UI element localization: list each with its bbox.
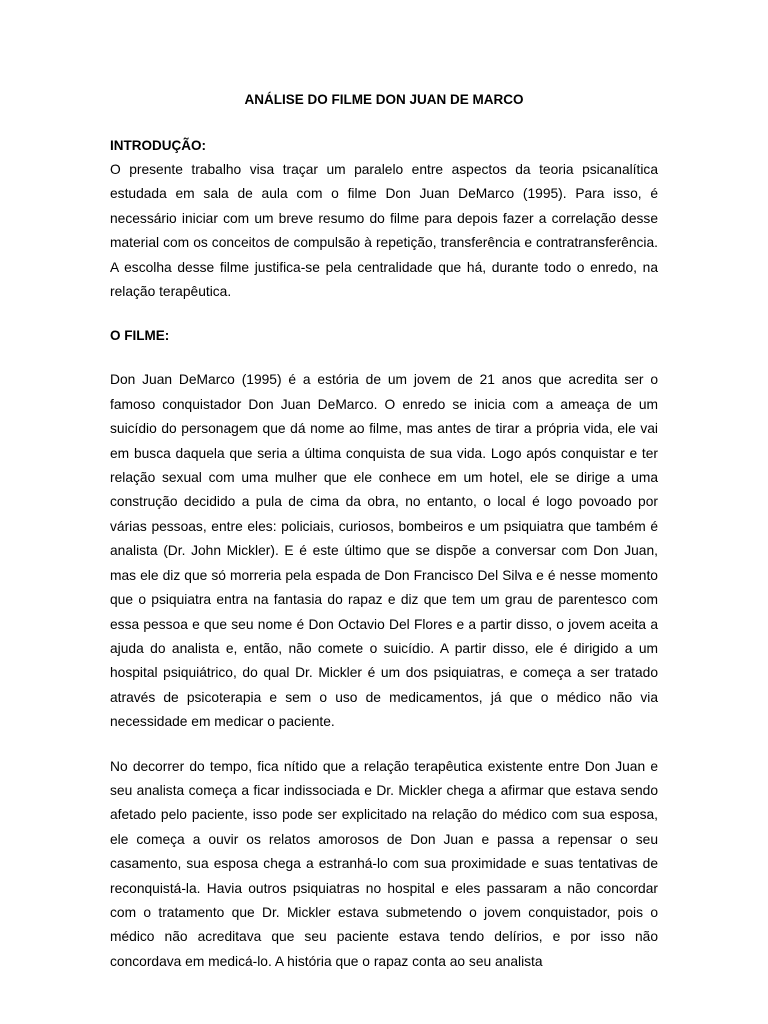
intro-paragraph: O presente trabalho visa traçar um paralelo entre aspectos da teoria psicanalítica estudada em sala de aula com o filme Don Juan DeMarco (1995). Para isso, é necessário iniciar com um breve resumo do filme para depois fazer a correlação desse material com os conceitos de compulsão à repetição, transferência e contratransferência. A escolha desse filme justifica-se pela centralidade que há, durante todo o enredo, na relação terapêutica. bbox=[110, 162, 658, 300]
document-title: ANÁLISE DO FILME DON JUAN DE MARCO bbox=[244, 92, 524, 107]
intro-heading: INTRODUÇÃO: bbox=[110, 138, 206, 153]
film-heading: O FILME: bbox=[110, 328, 170, 344]
film-paragraph: Don Juan DeMarco (1995) é a estória de um jovem de 21 anos que acredita ser o famoso conquistador Don Juan DeMarco. O enredo se inicia com a ameaça de um suicídio do personagem que dá nome ao filme, mas antes de tirar a própria vida, ele vai em busca daquela que seria a última conquista de sua vida. Logo após conquistar e ter relação sexual com uma mulher que ele conhece em um hotel, ele se dirige a uma construção decidido a pula de cima da obra, no entanto, o local é logo povoado por várias pessoas, entre eles: policiais, curiosos, bombeiros e um psiquiatra que também é analista (Dr. John Mickler). E é este último que se dispõe a conversar com Don Juan, mas ele diz que só morreria pela espada de Don Francisco Del Silva e é nesse momento que o psiquiatra entra na fantasia do rapaz e diz que tem um grau de parentesco com essa pessoa e que seu nome é Don Octavio Del Flores e a partir disso, o jovem aceita a ajuda do analista e, então, não comete o suicídio. A partir disso, ele é dirigido a um hospital psiquiátrico, do qual Dr. Mickler é um dos psiquiatras, e começa a ser tratado através de psicoterapia e sem o uso de medicamentos, já que o médico não via necessidade em medicar o paciente. bbox=[110, 372, 658, 730]
film-paragraph: No decorrer do tempo, fica nítido que a relação terapêutica existente entre Don Juan e seu analista começa a ficar indissociada e Dr. Mickler chega a afirmar que estava sendo afetado pelo paciente, isso pode ser explicitado na relação do médico com sua esposa, ele começa a ouvir os relatos amorosos de Don Juan e passa a repensar o seu casamento, sua esposa chega a estranhá-lo com sua proximidade e suas tentativas de reconquistá-la. Havia outros psiquiatras no hospital e eles passaram a não concordar com o tratamento que Dr. Mickler estava submetendo o jovem conquistador, pois o médico não acreditava que seu paciente estava tendo delírios, e por isso não concordava em medicá-lo. A história que o rapaz conta ao seu analista bbox=[110, 758, 658, 969]
